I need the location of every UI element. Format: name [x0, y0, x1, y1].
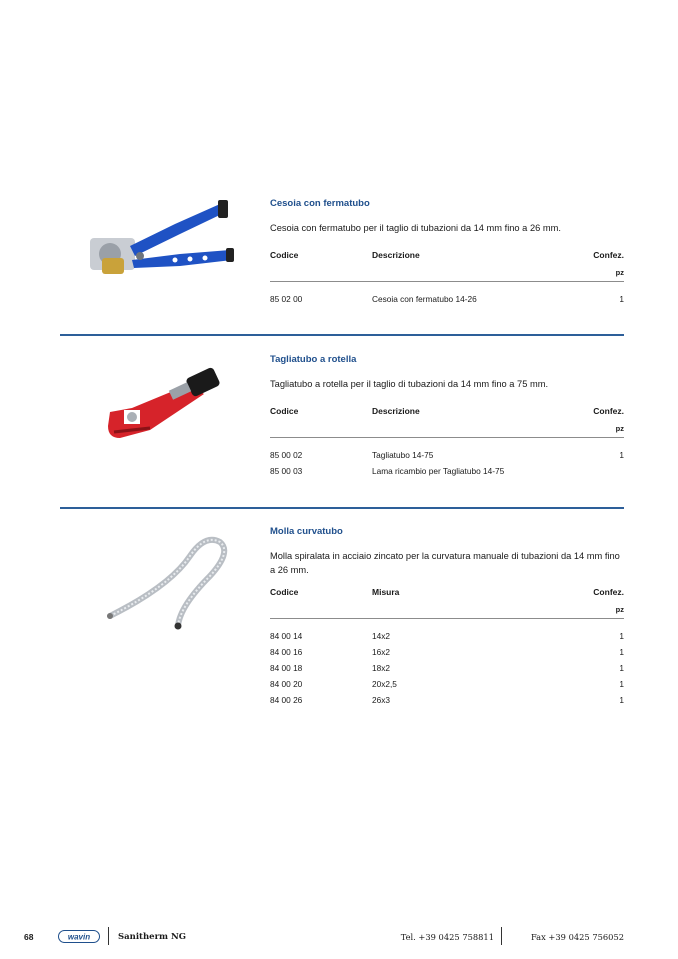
footer-divider — [501, 927, 502, 945]
section-title: Tagliatubo a rotella — [270, 354, 357, 365]
section-description: Cesoia con fermatubo per il taglio di tubazioni da 14 mm fino a 26 mm. — [270, 223, 561, 233]
table-row — [270, 663, 624, 679]
footer-fax: Fax +39 0425 756052 — [530, 932, 624, 942]
cell-package: 1 — [619, 294, 624, 304]
table-row — [270, 450, 624, 466]
table-rule — [270, 618, 624, 619]
pipe-cutter-icon — [80, 354, 250, 474]
cell-package: 1 — [619, 647, 624, 657]
table-row — [270, 679, 624, 695]
header-unit: pz — [615, 424, 624, 433]
table-row — [270, 466, 624, 482]
cell-code: 84 00 26 — [270, 695, 303, 705]
wavin-logo — [58, 930, 100, 943]
section-separator — [60, 334, 624, 336]
section-title: Cesoia con fermatubo — [270, 198, 370, 209]
header-unit: pz — [615, 605, 624, 614]
section-description: Molla spiralata in acciaio zincato per la curvatura manuale di tubazioni da 14 mm fino a 26 mm. — [270, 551, 620, 575]
table-body — [270, 294, 624, 310]
table-row — [270, 631, 624, 647]
header-code: Codice — [270, 587, 299, 597]
table-body — [270, 631, 624, 711]
section-description: Tagliatubo a rotella per il taglio di tubazioni da 14 mm fino a 75 mm. — [270, 379, 549, 389]
table-body — [270, 450, 624, 482]
pipe-shears-icon — [80, 198, 250, 318]
header-package: Confez. — [593, 250, 624, 260]
cell-package: 1 — [619, 663, 624, 673]
svg-text:wavin: wavin — [67, 932, 91, 942]
footer-phone: Tel. +39 0425 758811 — [400, 932, 494, 942]
page-number: 68 — [24, 932, 34, 942]
cell-package: 1 — [619, 679, 624, 689]
cell-code: 85 00 02 — [270, 450, 303, 460]
header-description: Descrizione — [372, 406, 420, 416]
table-rule — [270, 437, 624, 438]
table-header — [270, 587, 624, 601]
page-footer — [24, 930, 624, 946]
cell-size: 26x3 — [372, 695, 390, 705]
table-rule — [270, 281, 624, 282]
header-code: Codice — [270, 250, 299, 260]
footer-divider — [108, 927, 109, 945]
cell-size: 20x2,5 — [372, 679, 397, 689]
cell-package: 1 — [619, 631, 624, 641]
cell-size: 18x2 — [372, 663, 390, 673]
footer-brand: Sanitherm NG — [118, 932, 187, 942]
header-description: Descrizione — [372, 250, 420, 260]
cell-package: 1 — [619, 695, 624, 705]
header-package: Confez. — [593, 406, 624, 416]
cell-code: 85 02 00 — [270, 294, 303, 304]
cell-description: Tagliatubo 14-75 — [372, 450, 434, 460]
table-row — [270, 695, 624, 711]
cell-code: 85 00 03 — [270, 466, 303, 476]
header-code: Codice — [270, 406, 299, 416]
table-row — [270, 647, 624, 663]
cell-package: 1 — [619, 450, 624, 460]
section-separator — [60, 507, 624, 509]
cell-code: 84 00 20 — [270, 679, 303, 689]
cell-size: 14x2 — [372, 631, 390, 641]
cell-description: Lama ricambio per Tagliatubo 14-75 — [372, 466, 505, 476]
header-package: Confez. — [593, 587, 624, 597]
table-header — [270, 406, 624, 420]
section-title: Molla curvatubo — [270, 526, 343, 537]
bending-spring-icon — [80, 526, 250, 646]
header-unit: pz — [615, 268, 624, 277]
table-header — [270, 250, 624, 264]
cell-code: 84 00 18 — [270, 663, 303, 673]
cell-code: 84 00 14 — [270, 631, 303, 641]
header-size: Misura — [372, 587, 400, 597]
table-row — [270, 294, 624, 310]
cell-code: 84 00 16 — [270, 647, 303, 657]
cell-size: 16x2 — [372, 647, 390, 657]
cell-description: Cesoia con fermatubo 14-26 — [372, 294, 477, 304]
